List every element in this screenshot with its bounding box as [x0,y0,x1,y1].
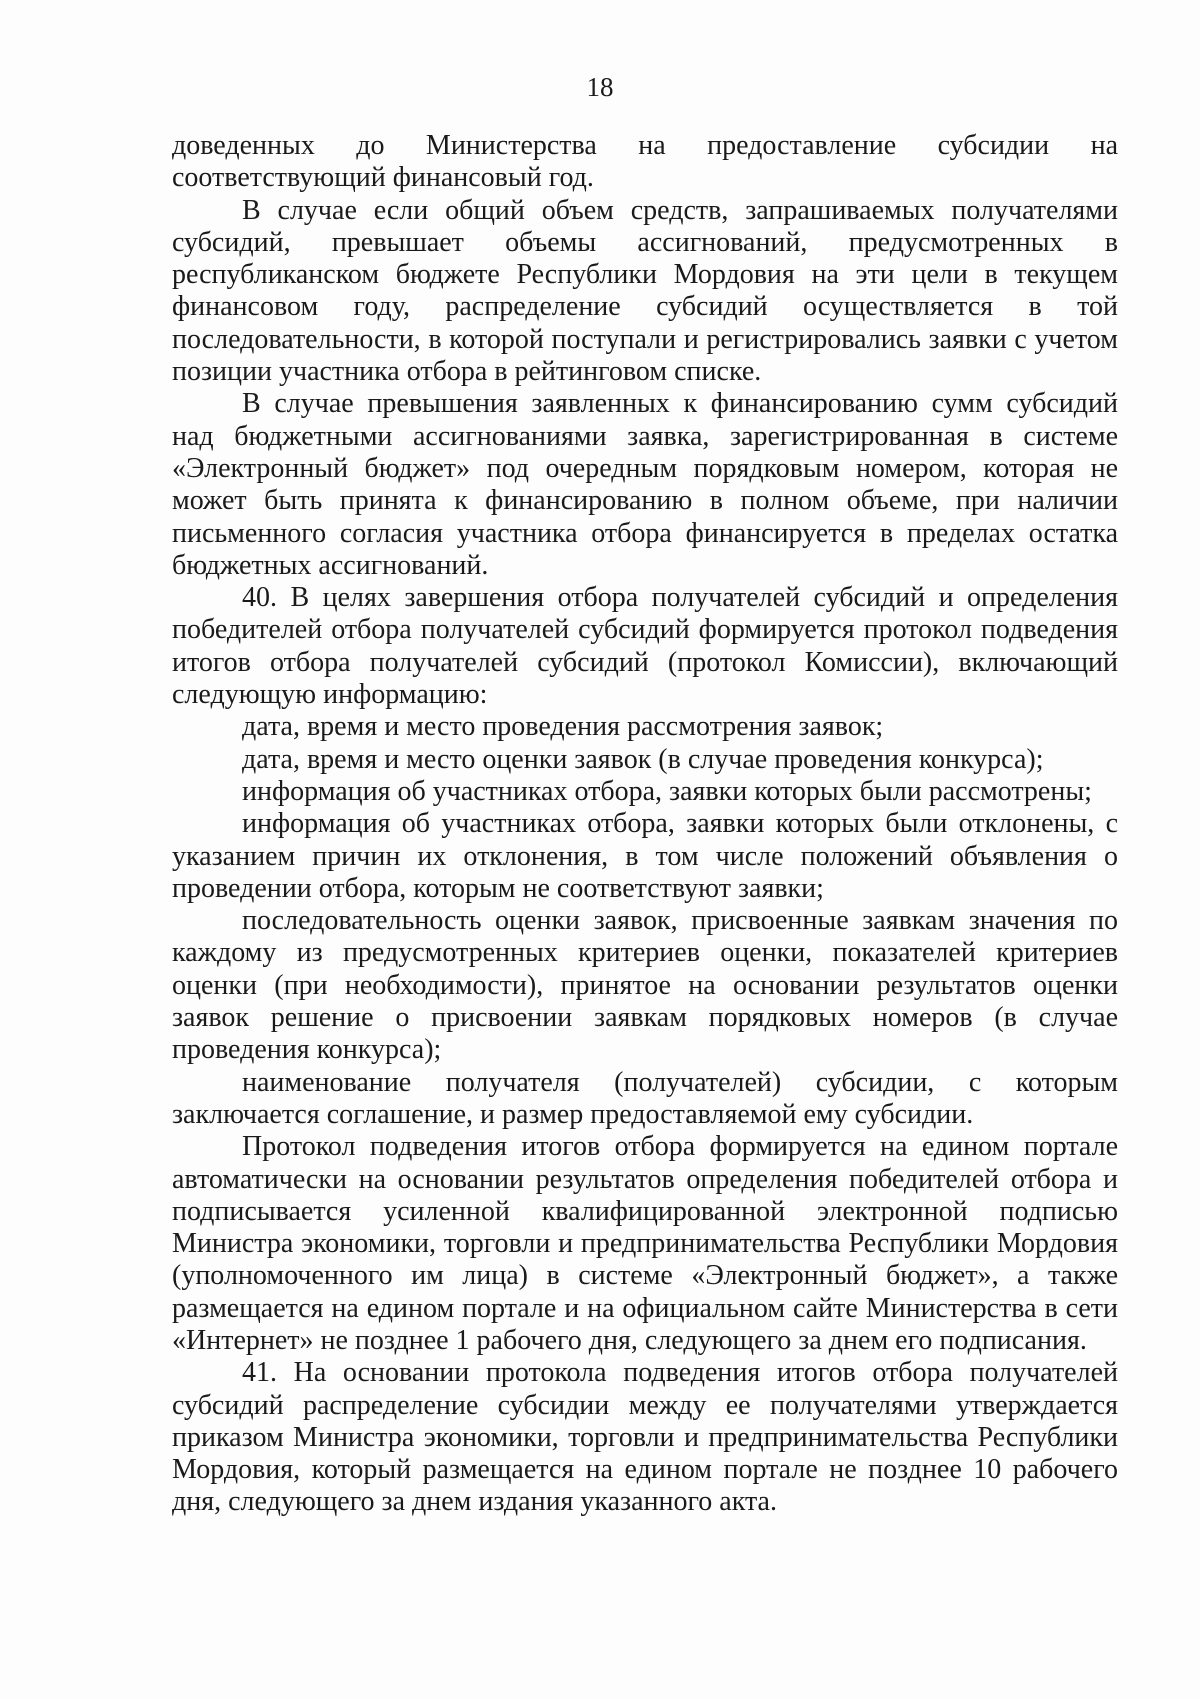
paragraph: информация об участниках отбора, заявки которых были отклонены, с указанием причин их отклонения, в том числе положений объявления о проведении отбора, которым не соответствуют заявки; [172,808,1118,904]
paragraph: В случае превышения заявленных к финансированию сумм субсидий над бюджетными ассигнованиями заявка, зарегистрированная в системе «Электронный бюджет» под очередным порядковым номером, которая не может быть принята к финансированию в полном объеме, при наличии письменного согласия участника отбора финансируется в пределах остатка бюджетных ассигнований. [172,388,1118,581]
paragraph: последовательность оценки заявок, присвоенные заявкам значения по каждому из предусмотренных критериев оценки, показателей критериев оценки (при необходимости), принятое на основании результатов оценки заявок решение о присвоении заявкам порядковых номеров (в случае проведения конкурса); [172,905,1118,1066]
page-number: 18 [586,72,614,102]
paragraph: Протокол подведения итогов отбора формируется на едином портале автоматически на основании результатов определения победителей отбора и подписывается усиленной квалифицированной электронной подписью Министра экономики, торговли и предпринимательства Республики Мордовия (уполномоченного им лица) в системе «Электронный бюджет», а также размещается на едином портале и на официальном сайте Министерства в сети «Интернет» не позднее 1 рабочего дня, следующего за днем его подписания. [172,1131,1118,1356]
paragraph: В случае если общий объем средств, запрашиваемых получателями субсидий, превышает объемы ассигнований, предусмотренных в республиканском бюджете Республики Мордовия на эти цели в текущем финансовом году, распределение субсидий осуществляется в той последовательности, в которой поступали и регистрировались заявки с учетом позиции участника отбора в рейтинговом списке. [172,194,1118,388]
paragraph: информация об участниках отбора, заявки которых были рассмотрены; [242,775,1092,807]
paragraph: 40. В целях завершения отбора получателей субсидий и определения победителей отбора получателей субсидий формируется протокол подведения итогов отбора получателей субсидий (протокол Комиссии), включающий следующую информацию: [172,582,1118,711]
paragraph: доведенных до Министерства на предоставление субсидии на соответствующий финансовый год. [172,130,1118,194]
paragraph: 41. На основании протокола подведения итогов отбора получателей субсидий распределение субсидии между ее получателями утверждается приказом Министра экономики, торговли и предпринимательства Республики Мордовия, который размещается на едином портале не позднее 10 рабочего дня, следующего за днем издания указанного акта. [172,1357,1118,1518]
paragraph: наименование получателя (получателей) субсидии, с которым заключается соглашение, и размер предоставляемой ему субсидии. [172,1066,1118,1130]
paragraph: дата, время и место оценки заявок (в случае проведения конкурса); [242,743,1044,775]
paragraph: дата, время и место проведения рассмотрения заявок; [242,711,884,743]
document-body [172,130,1118,1519]
